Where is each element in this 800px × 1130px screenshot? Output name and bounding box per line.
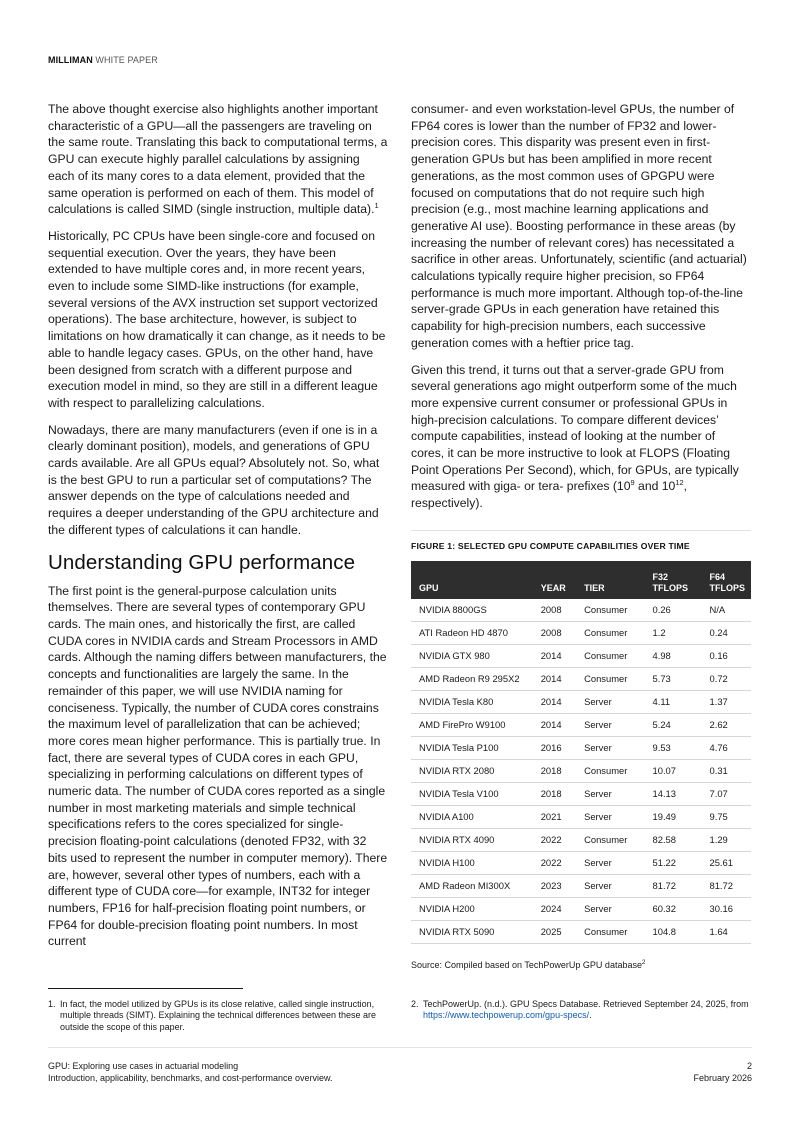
- footnote-text: TechPowerUp. (n.d.). GPU Specs Database. Retrieved September 24, 2025, from: [423, 999, 749, 1009]
- cell-gpu: NVIDIA Tesla K80: [411, 690, 533, 713]
- cell-gpu: NVIDIA 8800GS: [411, 599, 533, 622]
- paragraph: consumer- and even workstation-level GPUs, the number of FP64 cores is lower than the number of FP32 and lower-precision cores. This disparity was present even in first-generation GPUs but has been amplified in more recent generations, as the most common uses of GPGPU were focused on computations that do not require such high precision (e.g., most machine learning applications and generative AI use). Boosting performance in these areas (by increasing the number of relevant cores) has necessitated a sacrifice in other areas. Unfortunately, scientific (and actuarial) calculations typically require higher precision, so FP64 performance is much more important. Although top-of-the-line server-grade GPUs in each generation have retained this capability for high-precision numbers, each successive generation comes with a heftier price tag.: [411, 102, 747, 350]
- cell-f32: 4.98: [645, 644, 702, 667]
- cell-year: 2016: [533, 736, 576, 759]
- table-row: [411, 644, 751, 667]
- exponent: 12: [675, 478, 684, 488]
- column-header-f64: F64 TFLOPS: [702, 561, 752, 599]
- cell-year: 2008: [533, 599, 576, 622]
- table-row: [411, 690, 751, 713]
- cell-tier: Consumer: [576, 828, 644, 851]
- footnote-end: .: [589, 1010, 592, 1021]
- header-brand: MILLIMAN: [48, 55, 93, 65]
- cell-tier: Consumer: [576, 759, 644, 782]
- paragraph: [48, 101, 388, 218]
- footnote-number: 1.: [48, 999, 56, 1009]
- cell-gpu: NVIDIA Tesla P100: [411, 736, 533, 759]
- cell-gpu: NVIDIA H100: [411, 851, 533, 874]
- table-row: [411, 805, 751, 828]
- table-row: [411, 713, 751, 736]
- cell-f32: 60.32: [645, 897, 702, 920]
- figure-source: [411, 960, 751, 970]
- cell-tier: Server: [576, 851, 644, 874]
- table-row: [411, 621, 751, 644]
- cell-tier: Server: [576, 713, 644, 736]
- footnote-2: [411, 999, 756, 1022]
- paragraph: Nowadays, there are many manufacturers (even if one is in a clearly dominant position), models, and generations of GPU cards available. Are all GPUs equal? Absolutely not. So, what is the best GPU to run a particular set of computations? The answer depends on the type of calculations needed and requires a deeper understanding of the GPU architecture and the different types of calculations it can handle.: [48, 422, 380, 537]
- left-column: [48, 101, 388, 960]
- cell-tier: Consumer: [576, 621, 644, 644]
- cell-year: 2023: [533, 874, 576, 897]
- cell-gpu: ATI Radeon HD 4870: [411, 621, 533, 644]
- cell-year: 2021: [533, 805, 576, 828]
- column-header-f32: F32 TFLOPS: [645, 561, 702, 599]
- cell-gpu: AMD Radeon MI300X: [411, 874, 533, 897]
- column-header-year: YEAR: [533, 561, 576, 599]
- cell-f32: 104.8: [645, 920, 702, 943]
- cell-gpu: NVIDIA Tesla V100: [411, 782, 533, 805]
- cell-f64: 0.72: [702, 667, 752, 690]
- table-header-row: [411, 561, 751, 599]
- table-row: [411, 782, 751, 805]
- cell-year: 2014: [533, 667, 576, 690]
- cell-f64: 4.76: [702, 736, 752, 759]
- footer-date: February 2026: [693, 1073, 752, 1083]
- section-heading: Understanding GPU performance: [48, 550, 356, 574]
- header-doc-type: WHITE PAPER: [95, 55, 158, 65]
- footer-title: GPU: Exploring use cases in actuarial modeling: [48, 1061, 239, 1071]
- cell-f32: 5.73: [645, 667, 702, 690]
- table-row: [411, 920, 751, 943]
- cell-gpu: NVIDIA A100: [411, 805, 533, 828]
- paragraph: [411, 362, 751, 512]
- column-header-gpu: GPU: [411, 561, 533, 599]
- paragraph-text: , respectively).: [411, 479, 688, 511]
- cell-tier: Consumer: [576, 667, 644, 690]
- cell-year: 2008: [533, 621, 576, 644]
- cell-f64: 9.75: [702, 805, 752, 828]
- cell-tier: Server: [576, 736, 644, 759]
- cell-year: 2022: [533, 828, 576, 851]
- table-row: [411, 736, 751, 759]
- cell-f64: N/A: [702, 599, 752, 622]
- cell-f64: 30.16: [702, 897, 752, 920]
- figure-title: FIGURE 1: SELECTED GPU COMPUTE CAPABILITIES OVER TIME: [411, 530, 751, 551]
- footer-divider: [48, 1047, 752, 1048]
- footnote-ref[interactable]: 1: [374, 201, 379, 211]
- paragraph-text: and 10: [634, 479, 676, 494]
- cell-f64: 1.29: [702, 828, 752, 851]
- cell-tier: Consumer: [576, 599, 644, 622]
- table-row: [411, 599, 751, 622]
- cell-tier: Consumer: [576, 920, 644, 943]
- footer-subtitle: Introduction, applicability, benchmarks, and cost-performance overview.: [48, 1073, 333, 1083]
- page-number: 2: [746, 1061, 752, 1071]
- cell-gpu: NVIDIA RTX 5090: [411, 920, 533, 943]
- cell-gpu: NVIDIA RTX 2080: [411, 759, 533, 782]
- paragraph: The first point is the general-purpose calculation units themselves. There are several types of contemporary GPU cards. The main ones, and historically the first, are called CUDA cores in NVIDIA cards and Stream Processors in AMD cards. Although the naming differs between manufacturers, the concepts and functionalities are largely the same. In the remainder of this paper, we will use NVIDIA naming for conciseness. Typically, the number of CUDA cores constrains the maximum level of parallelization that can be achieved; more cores mean higher performance. This is partially true. In fact, there are several types of CUDA cores in each GPU, specializing in performing calculations on different types of numeric data. The number of CUDA cores reported as a single number in most marketing materials and simple technical specifications refers to the cores specialized for single-precision floating-point calculations (denoted FP32, with 32 bits used to represent the number in computer memory). There are, however, several other types of numbers, each with a different type of CUDA core—for example, INT32 for integer numbers, FP16 for half-precision floating point numbers, or FP64 for double-precision floating point numbers. In most current: [48, 583, 388, 949]
- footnote-divider: [48, 988, 243, 989]
- footnote-text: In fact, the model utilized by GPUs is its close relative, called single instruction, multiple threads (SIMT). Explaining the technical differences between these are outside the scope of this paper.: [60, 999, 377, 1032]
- table-row: [411, 667, 751, 690]
- cell-year: 2014: [533, 690, 576, 713]
- cell-f32: 10.07: [645, 759, 702, 782]
- cell-f64: 7.07: [702, 782, 752, 805]
- column-header-tier: TIER: [576, 561, 644, 599]
- table-row: [411, 828, 751, 851]
- cell-year: 2018: [533, 782, 576, 805]
- cell-f64: 0.24: [702, 621, 752, 644]
- table-row: [411, 851, 751, 874]
- gpu-table: [411, 561, 751, 944]
- cell-gpu: NVIDIA H200: [411, 897, 533, 920]
- cell-f64: 0.31: [702, 759, 752, 782]
- cell-gpu: NVIDIA GTX 980: [411, 644, 533, 667]
- cell-year: 2022: [533, 851, 576, 874]
- right-column: [411, 101, 751, 970]
- cell-f64: 81.72: [702, 874, 752, 897]
- table-row: [411, 897, 751, 920]
- footnote-link[interactable]: https://www.techpowerup.com/gpu-specs/: [423, 1010, 590, 1021]
- cell-year: 2024: [533, 897, 576, 920]
- cell-gpu: NVIDIA RTX 4090: [411, 828, 533, 851]
- cell-year: 2018: [533, 759, 576, 782]
- cell-f32: 5.24: [645, 713, 702, 736]
- cell-f32: 4.11: [645, 690, 702, 713]
- cell-f32: 81.72: [645, 874, 702, 897]
- cell-gpu: AMD Radeon R9 295X2: [411, 667, 533, 690]
- page-footer-left: [48, 1060, 332, 1084]
- cell-f64: 25.61: [702, 851, 752, 874]
- footnote-body: [423, 999, 756, 1022]
- footnote-ref[interactable]: 2: [641, 959, 646, 966]
- page-footer-right: [693, 1060, 752, 1084]
- cell-f64: 0.16: [702, 644, 752, 667]
- table-body: [411, 599, 751, 944]
- footnote-number: 2.: [411, 999, 419, 1009]
- cell-tier: Server: [576, 874, 644, 897]
- cell-f32: 14.13: [645, 782, 702, 805]
- table-row: [411, 874, 751, 897]
- cell-year: 2014: [533, 713, 576, 736]
- cell-f64: 1.37: [702, 690, 752, 713]
- cell-tier: Consumer: [576, 644, 644, 667]
- paragraph-text: The above thought exercise also highlights another important characteristic of a GPU—all the passengers are traveling on the same route. Translating this back to computational terms, a GPU can execute highly parallel calculations by assigning each of its many cores to a data element, provided that the same operation is performed on each of them. This model of calculations is called SIMD (single instruction, multiple data).: [48, 102, 388, 217]
- cell-year: 2025: [533, 920, 576, 943]
- cell-f64: 2.62: [702, 713, 752, 736]
- source-text: Source: Compiled based on TechPowerUp GPU database: [411, 959, 642, 970]
- cell-f32: 0.26: [645, 599, 702, 622]
- table-row: [411, 759, 751, 782]
- paragraph: Historically, PC CPUs have been single-core and focused on sequential execution. Over the years, they have been extended to have multiple cores and, in more recent years, even to include some SIMD-like instructions (for example, several versions of the AVX instruction set support vectorized operations). The base architecture, however, is subject to limitations on how dramatically it can change, as it needs to be able to handle legacy cases. GPUs, on the other hand, have been designed from scratch with a different purpose and execution model in mind, so they are still in a different league with respect to parallelizing calculations.: [48, 228, 386, 410]
- cell-tier: Server: [576, 897, 644, 920]
- cell-year: 2014: [533, 644, 576, 667]
- cell-gpu: AMD FirePro W9100: [411, 713, 533, 736]
- cell-f32: 19.49: [645, 805, 702, 828]
- cell-f32: 82.58: [645, 828, 702, 851]
- cell-f32: 9.53: [645, 736, 702, 759]
- cell-tier: Server: [576, 782, 644, 805]
- paragraph-text: Given this trend, it turns out that a server-grade GPU from several generations ago might outperform some of the much more expensive current consumer or professional GPUs in high-precision calculations. To compare different devices’ compute capabilities, instead of looking at the number of cores, it can be more instructive to look at FLOPS (Floating Point Operations Per Second), which, for GPUs, are typically measured with giga- or tera- prefixes (10: [411, 362, 739, 494]
- cell-tier: Server: [576, 805, 644, 828]
- cell-f32: 1.2: [645, 621, 702, 644]
- footnote-1: [48, 999, 393, 1033]
- exponent: 9: [630, 478, 635, 488]
- page-header: [48, 55, 158, 65]
- cell-f32: 51.22: [645, 851, 702, 874]
- cell-f64: 1.64: [702, 920, 752, 943]
- cell-tier: Server: [576, 690, 644, 713]
